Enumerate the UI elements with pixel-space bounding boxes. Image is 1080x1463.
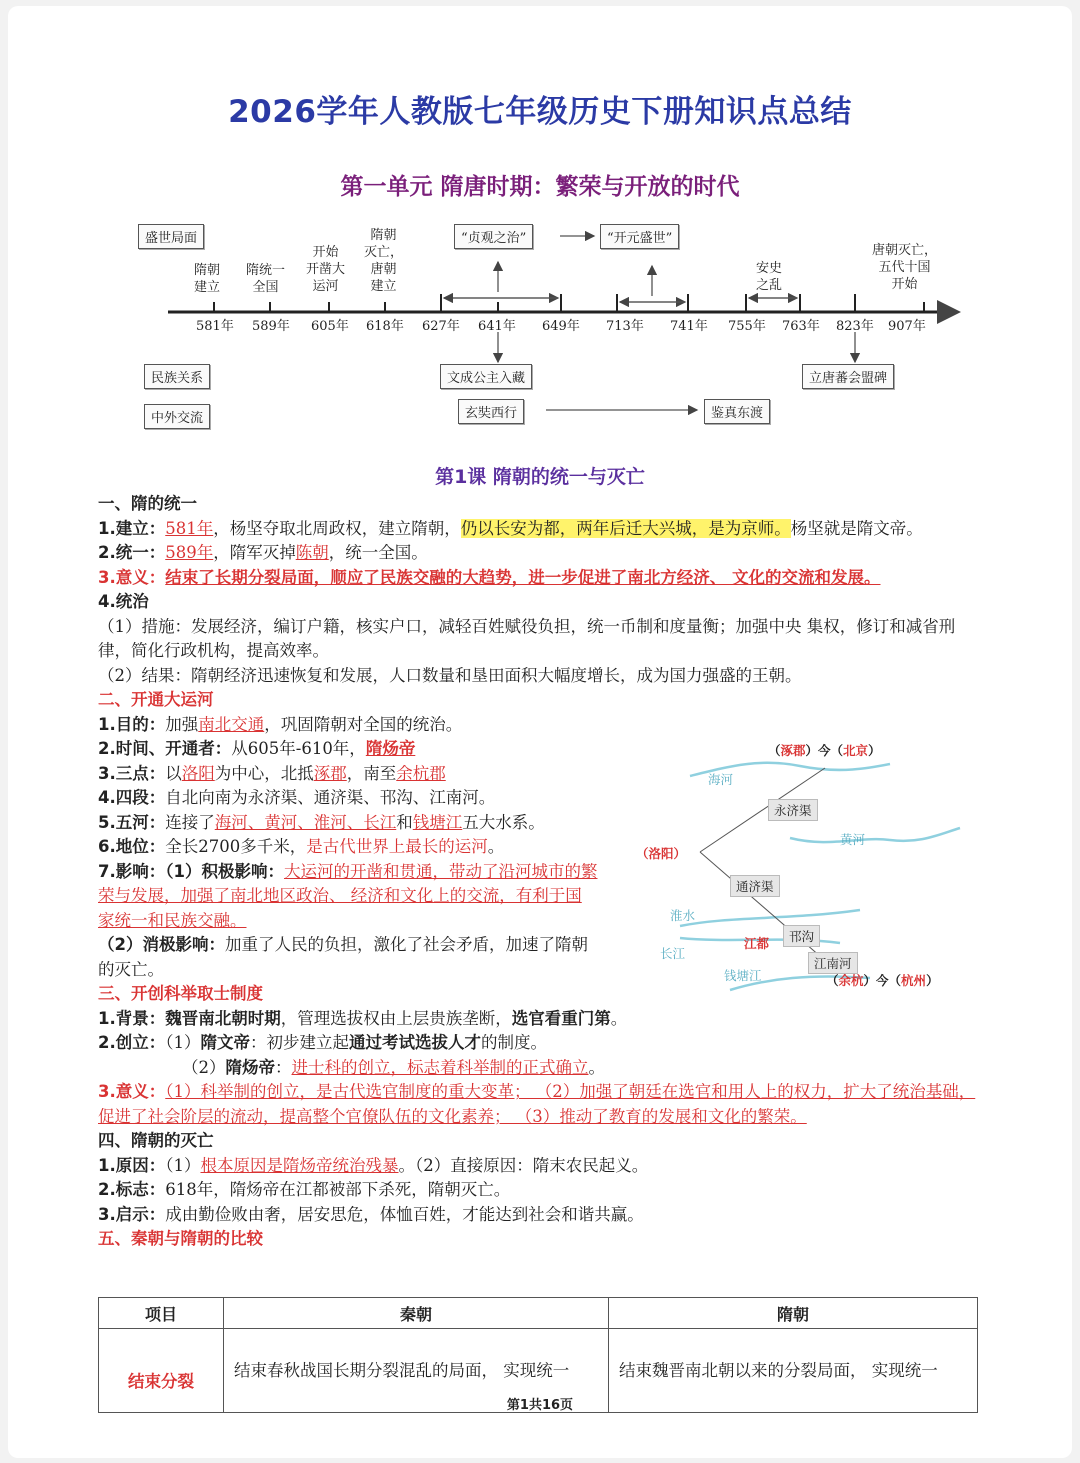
table-header: 秦朝 — [224, 1298, 609, 1329]
table-cell: 结束魏晋南北朝以来的分裂局面， 实现统一 — [609, 1329, 978, 1413]
box-kaiyuan: “开元盛世” — [600, 224, 679, 249]
s4-line-1: 1.原因：（1）根本原因是隋炀帝统治残暴。（2）直接原因：隋末农民起义。 — [98, 1155, 649, 1175]
year-label: 605年 — [311, 319, 349, 334]
s1-line-2: 2.统一：589年，隋军灭掉陈朝，统一全国。 — [98, 543, 428, 562]
year-label: 741年 — [670, 319, 708, 334]
page-number: 第1共16页 — [506, 1398, 574, 1413]
year-label: 755年 — [728, 319, 766, 334]
year-label: 763年 — [782, 319, 820, 334]
s1-line-5: （1）措施：发展经济，编订户籍，核实户口，减轻百姓赋役负担，统一币制和度量衡；加强中央 集权，修订和减省刑律，简化行政机构，提高效率。 — [98, 616, 956, 660]
lesson-title: 第1课 隋朝的统一与灭亡 — [435, 466, 645, 488]
map-label-yuhang: （余杭）今（杭州） — [826, 973, 939, 988]
river-qiantang: 钱塘江 — [724, 968, 762, 983]
unit-title: 第一单元 隋唐时期：繁荣与开放的时代 — [340, 174, 740, 200]
river-changjiang: 长江 — [660, 946, 686, 961]
table-header-row — [99, 1298, 978, 1329]
table-cell: 结束春秋战国长期分裂混乱的局面， 实现统一 — [224, 1329, 609, 1413]
canal-yongji: 永济渠 — [768, 799, 818, 821]
event-581: 隋朝 建立 — [194, 263, 221, 295]
s2-line-3: 3.三点：以洛阳为中心，北抵涿郡，南至余杭郡 — [98, 763, 446, 783]
river-haihe: 海河 — [708, 772, 734, 787]
s1-line-6: （2）结果：隋朝经济迅速恢复和发展，人口数量和垦田面积大幅度增长，成为国力强盛的王朝。 — [98, 665, 802, 685]
box-huimeng: 立唐蕃会盟碑 — [802, 364, 894, 389]
river-huanghe: 黄河 — [840, 832, 866, 847]
box-shengshi: 盛世局面 — [138, 224, 204, 249]
s2-line-5: 5.五河：连接了海河、黄河、淮河、长江和钱塘江五大水系。 — [98, 812, 545, 832]
s2-line-8: （2）消极影响：加重了人民的负担，激化了社会矛盾，加速了隋朝的灭亡。 — [98, 935, 588, 979]
map-label-luoyang: （洛阳） — [636, 846, 687, 861]
canal-hangou: 邗沟 — [783, 925, 820, 947]
box-zhenguan: “贞观之治” — [454, 224, 533, 249]
event-755: 安史 之乱 — [756, 261, 783, 293]
canal-jiangnan: 江南河 — [808, 952, 858, 974]
s1-line-4: 4.统治 — [98, 592, 149, 611]
timeline-diagram — [132, 214, 974, 444]
section-heading: 二、开通大运河 — [98, 690, 214, 709]
year-label: 581年 — [196, 319, 234, 334]
event-618: 隋朝 灭亡， 唐朝 建立 — [364, 228, 404, 294]
year-label: 618年 — [366, 319, 404, 334]
canal-tongji: 通济渠 — [730, 875, 780, 897]
year-label: 627年 — [422, 319, 460, 334]
s4-line-3: 3.启示：成由勤俭败由奢，居安思危，体恤百姓，才能达到社会和谐共赢。 — [98, 1204, 644, 1224]
s4-line-2: 2.标志：618年，隋炀帝在江都被部下杀死，隋朝灭亡。 — [98, 1180, 511, 1199]
box-minzu: 民族关系 — [144, 364, 210, 389]
year-label: 649年 — [542, 319, 580, 334]
s3-line-3: （2）隋炀帝：进士科的创立，标志着科举制的正式确立。 — [182, 1057, 605, 1077]
s2-line-1: 1.目的：加强南北交通，巩固隋朝对全国的统治。 — [98, 714, 463, 734]
event-589: 隋统一 全国 — [246, 263, 286, 295]
s1-line-3: 3.意义：结束了长期分裂局面，顺应了民族交融的大趋势，进一步促进了南北方经济、 文化的交流和发展。 — [98, 567, 881, 587]
section-heading: 一、隋的统一 — [98, 494, 197, 513]
s2-line-4: 4.四段：自北向南为永济渠、通济渠、邗沟、江南河。 — [98, 788, 496, 807]
s2-line-2: 2.时间、开通者：从605年-610年，隋炀帝 — [98, 739, 416, 758]
map-label-zhuojun: （涿郡）今（北京） — [768, 743, 881, 758]
year-label: 641年 — [478, 319, 516, 334]
s2-line-6: 6.地位：全长2700多千米，是古代世界上最长的运河。 — [98, 837, 505, 856]
year-label: 823年 — [836, 319, 874, 334]
year-label: 589年 — [252, 319, 290, 334]
map-label-jiangdu: 江都 — [744, 936, 770, 951]
river-huaishui: 淮水 — [670, 908, 696, 923]
box-zhongwai: 中外交流 — [144, 404, 210, 429]
box-wencheng: 文成公主入藏 — [440, 364, 532, 389]
canal-map — [636, 738, 980, 996]
year-label: 907年 — [888, 319, 926, 334]
event-605: 开始 开凿大 运河 — [306, 245, 346, 294]
s2-line-7: 7.影响：（1）积极影响：大运河的开凿和贯通，带动了沿河城市的繁荣与发展，加强了南北地区政治、 经济和文化上的交流，有利于国家统一和民族交融。 — [98, 861, 598, 930]
section-heading: 四、隋朝的灭亡 — [98, 1131, 214, 1150]
box-jianzhen: 鉴真东渡 — [704, 399, 770, 424]
box-xuanzang: 玄奘西行 — [458, 399, 524, 424]
table-header: 项目 — [99, 1298, 224, 1329]
s3-line-2: 2.创立：（1）隋文帝：初步建立起通过考试选拔人才的制度。 — [98, 1033, 547, 1052]
document-title: 2026学年人教版七年级历史下册知识点总结 — [228, 94, 852, 130]
year-label: 713年 — [606, 319, 644, 334]
s3-line-4: 3.意义：（1）科举制的创立，是古代选官制度的重大变革； （2）加强了朝廷在选官和用人上的权力，扩大了统治基础，促进了社会阶层的流动，提高整个官僚队伍的文化素养； （3）推动了教育的发展和文化的繁荣。 — [98, 1082, 976, 1126]
section-heading: 五、秦朝与隋朝的比较 — [98, 1229, 263, 1248]
event-907: 唐朝灭亡， 五代十国 开始 — [872, 243, 938, 292]
s3-line-1: 1.背景：魏晋南北朝时期，管理选拔权由上层贵族垄断，选官看重门第。 — [98, 1008, 628, 1028]
s1-line-1: 1.建立：581年，杨坚夺取北周政权，建立隋朝，仍以长安为都，两年后迁大兴城，是为京师。杨坚就是隋文帝。 — [98, 518, 923, 538]
table-cell: 结束分裂 — [99, 1329, 224, 1413]
highlighted-text: 仍以长安为都，两年后迁大兴城，是为京师。 — [460, 518, 791, 538]
section-heading: 三、开创科举取士制度 — [98, 984, 263, 1003]
table-header: 隋朝 — [609, 1298, 978, 1329]
